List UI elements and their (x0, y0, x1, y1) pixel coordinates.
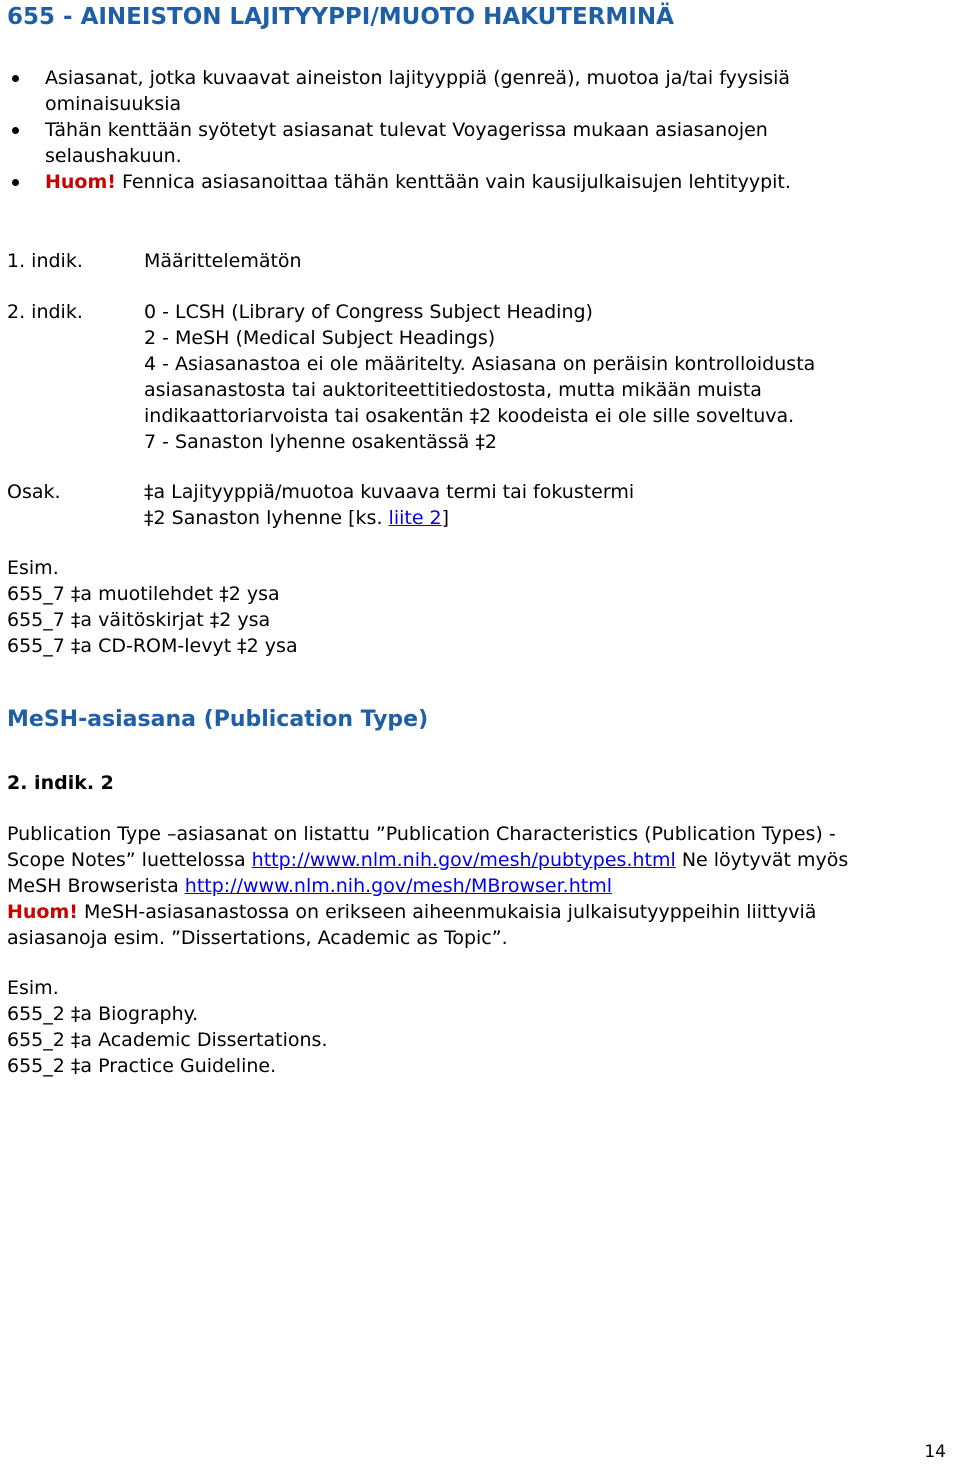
mesh-para-text: MeSH Browserista (7, 875, 179, 897)
mesh-para-text: Scope Notes” luettelossa (7, 849, 246, 871)
bullet-dot (12, 179, 19, 186)
bullet-3-text: Fennica asiasanoittaa tähän kenttään vain kausijulkaisujen lehtityypit. (122, 171, 791, 193)
mesh-huom-line (7, 899, 816, 925)
subfield-2-text: ‡2 Sanaston lyhenne [ks. (144, 507, 383, 529)
subfield-label: Osak. (7, 481, 61, 503)
mbrowser-link[interactable]: http://www.nlm.nih.gov/mesh/MBrowser.html (184, 875, 613, 897)
liite-2-link[interactable]: liite 2 (388, 507, 442, 529)
subfield-2 (144, 505, 449, 531)
mesh-para-line-2 (7, 847, 848, 873)
indicator-2-line: 2 - MeSH (Medical Subject Headings) (144, 327, 496, 349)
bullet-3 (45, 169, 791, 195)
bullet-1-line-2: ominaisuuksia (45, 93, 182, 115)
page-title: 655 - AINEISTON LAJITYYPPI/MUOTO HAKUTERMINÄ (7, 4, 674, 30)
bullet-2-line-1: Tähän kenttään syötetyt asiasanat tulevat Voyagerissa mukaan asiasanojen (45, 119, 768, 141)
indicator-1-value: Määrittelemätön (144, 250, 302, 272)
bullet-dot (12, 75, 19, 82)
mesh-para-line-3 (7, 873, 612, 899)
indicator-2-line: 7 - Sanaston lyhenne osakentässä ‡2 (144, 431, 497, 453)
example-line: 655_2 ‡a Academic Dissertations. (7, 1029, 328, 1051)
bullet-dot (12, 127, 19, 134)
indicator-2-line: asiasanastosta tai auktoriteettitiedostosta, mutta mikään muista (144, 379, 762, 401)
mesh-para-line-1: Publication Type –asiasanat on listattu ”Publication Characteristics (Publication Types) - (7, 823, 836, 845)
huom-label: Huom! (45, 171, 116, 193)
example-line: 655_7 ‡a muotilehdet ‡2 ysa (7, 583, 280, 605)
example-line: 655_7 ‡a väitöskirjat ‡2 ysa (7, 609, 271, 631)
bullet-1-line-1: Asiasanat, jotka kuvaavat aineiston lajityyppiä (genreä), muotoa ja/tai fyysisiä (45, 67, 791, 89)
indicator-1-label: 1. indik. (7, 250, 83, 272)
mesh-huom-line-2: asiasanoja esim. ”Dissertations, Academic as Topic”. (7, 927, 508, 949)
example-line: 655_2 ‡a Biography. (7, 1003, 199, 1025)
indicator-2-label: 2. indik. (7, 301, 83, 323)
mesh-indicator: 2. indik. 2 (7, 772, 114, 794)
mesh-huom-text: MeSH-asiasanastossa on erikseen aiheenmukaisia julkaisutyyppeihin liittyviä (84, 901, 817, 923)
pubtypes-link[interactable]: http://www.nlm.nih.gov/mesh/pubtypes.html (251, 849, 676, 871)
subfield-a: ‡a Lajityyppiä/muotoa kuvaava termi tai fokustermi (144, 481, 635, 503)
example-line: 655_2 ‡a Practice Guideline. (7, 1055, 277, 1077)
indicator-2-line: 0 - LCSH (Library of Congress Subject Heading) (144, 301, 593, 323)
indicator-2-line: 4 - Asiasanastoa ei ole määritelty. Asiasana on peräisin kontrolloidusta (144, 353, 816, 375)
page-number: 14 (924, 1442, 946, 1462)
huom-label: Huom! (7, 901, 78, 923)
indicator-2-line: indikaattoriarvoista tai osakentän ‡2 koodeista ei ole sille soveltuva. (144, 405, 795, 427)
example-label: Esim. (7, 977, 59, 999)
example-label: Esim. (7, 557, 59, 579)
mesh-para-text: Ne löytyvät myös (681, 849, 849, 871)
mesh-heading: MeSH-asiasana (Publication Type) (7, 707, 429, 732)
subfield-2-suffix: ] (441, 507, 450, 529)
example-line: 655_7 ‡a CD-ROM-levyt ‡2 ysa (7, 635, 298, 657)
bullet-2-line-2: selaushakuun. (45, 145, 182, 167)
